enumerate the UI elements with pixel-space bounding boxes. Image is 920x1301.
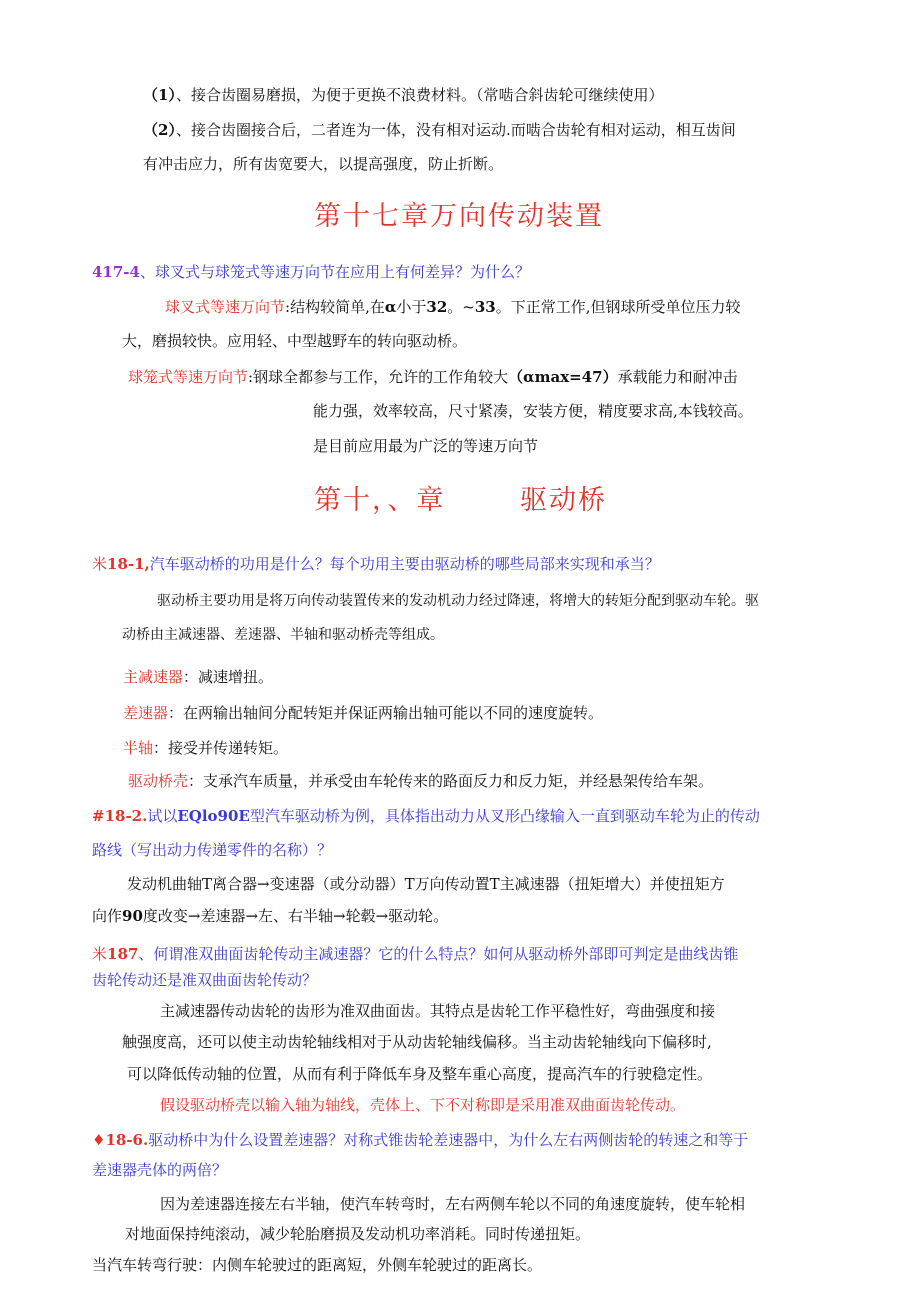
- answer-18-1-line-1: 驱动桥主要功用是将万向传动装置传来的发动机动力经过降速，将增大的转矩分配到驱动车轮。驱: [157, 593, 759, 609]
- part-half-shaft-text: ：接受并传递转矩。: [153, 739, 289, 757]
- question-18-1-mark: 米: [92, 555, 108, 573]
- part-main-reducer-label: 主减速器: [123, 668, 184, 686]
- part-half-shaft-label: 半轴: [123, 739, 154, 757]
- answer-18-2-line-2: [92, 906, 448, 926]
- prev-item-2: [143, 120, 736, 140]
- question-18-1-num: 18-1,: [107, 555, 150, 573]
- answer-18-7-line-4: 假设驱动桥壳以输入轴为轴线，壳体上、下不对称即是采用准双曲面齿轮传动。: [160, 1096, 686, 1114]
- part-axle-housing-text: ：支承汽车质量，并承受由车轮传来的路面反力和反力矩，并经悬架传给车架。: [188, 772, 714, 790]
- prev-item-1-text: 、接合齿圈易磨损，为便于更换不浪费材料。（常啮合斜齿轮可继续使用）: [175, 86, 664, 104]
- question-18-6-text: 驱动桥中为什么设置差速器？对称式锥齿轮差速器中，为什么左右两侧齿轮的转速之和等于: [148, 1131, 749, 1149]
- answer-ball-cage-cont-2: 是目前应用最为广泛的等速万向节: [313, 437, 539, 455]
- part-axle-housing-label: 驱动桥壳: [128, 772, 189, 790]
- question-18-2-num: #18-2.: [92, 807, 148, 825]
- answer-18-6-line-3: 当汽车转弯行驶：内侧车轮驶过的距离短，外侧车轮驶过的距离长。: [92, 1256, 543, 1274]
- angle-value-32: 32: [426, 298, 448, 316]
- question-18-7-text: 、何谓准双曲面齿轮传动主减速器？它的什么特点？如何从驱动桥外部即可判定是曲线齿锥: [138, 945, 739, 963]
- question-17-4: [92, 262, 530, 282]
- answer-18-2-text-a: 向作: [92, 907, 123, 925]
- question-17-4-num: 417-4: [92, 263, 140, 281]
- answer-18-6-line-2: 对地面保持纯滚动，减少轮胎磨损及发动机功率消耗。同时传递扭矩。: [125, 1225, 591, 1243]
- question-18-2-text-b: 型汽车驱动桥为例，具体指出动力从叉形凸缘输入一直到驱动车轮为止的传动: [249, 807, 760, 825]
- prev-item-1: [143, 85, 663, 105]
- question-18-7-num: 187: [107, 945, 139, 963]
- question-18-7: [92, 944, 738, 964]
- answer-18-1-line-2: 动桥由主减速器、差速器、半轴和驱动桥壳等组成。: [122, 627, 444, 643]
- answer-18-2-angle: 90: [122, 907, 143, 925]
- answer-18-6-line-1: 因为差速器连接左右半轴，使汽车转弯时，左右两侧车轮以不同的角速度旋转，使车轮相: [160, 1195, 746, 1213]
- question-18-1: [92, 554, 660, 574]
- part-main-reducer-text: ：减速增扭。: [183, 668, 274, 686]
- alpha-max-value: （αmax=47）: [508, 368, 618, 386]
- question-18-1-text: 汽车驱动桥的功用是什么？每个功用主要由驱动桥的哪些局部来实现和承当？: [149, 555, 660, 573]
- question-18-2-text-a: 试以: [147, 807, 178, 825]
- answer-ball-cage-cont-1: 能力强，效率较高，尺寸紧凑，安装方便，精度要求高,本钱较高。: [313, 402, 753, 420]
- part-axle-housing: [128, 771, 713, 791]
- question-18-6-num: 18-6.: [105, 1131, 149, 1149]
- chapter-18-title-part-b: 驱动桥: [520, 485, 607, 516]
- answer-ball-fork-label: 球叉式等速万向节: [165, 298, 286, 316]
- answer-ball-cage-text-a: :钢球全都参与工作，允许的工作角较大: [248, 368, 509, 386]
- answer-18-7-line-1: 主减速器传动齿轮的齿形为准双曲面齿。其特点是齿轮工作平稳性好，弯曲强度和接: [160, 1002, 716, 1020]
- chapter-18-title-part-a: 第十，、章: [314, 485, 446, 516]
- question-18-2-cont: 路线（写出动力传递零件的名称）？: [92, 841, 333, 859]
- part-differential: [123, 703, 603, 723]
- question-18-2-model: EQlo90E: [177, 807, 250, 825]
- answer-ball-fork-text-c: 。~: [447, 298, 475, 316]
- part-main-reducer: [123, 667, 273, 687]
- answer-ball-fork-cont: 大，磨损较快。应用轻、中型越野车的转向驱动桥。: [122, 332, 468, 350]
- answer-ball-fork-text-d: 。下正常工作,但钢球所受单位压力较: [495, 298, 741, 316]
- prev-item-1-num: （1）: [143, 86, 176, 104]
- chapter-17-title: 第十七章万向传动装置: [314, 201, 604, 232]
- prev-item-2-text: 、接合齿圈接合后，二者连为一体，没有相对运动.而啮合齿轮有相对运动，相互齿间: [175, 121, 736, 139]
- answer-ball-cage: [128, 367, 738, 387]
- answer-18-7-line-3: 可以降低传动轴的位置，从而有利于降低车身及整车重心高度，提高汽车的行驶稳定性。: [127, 1065, 713, 1083]
- answer-18-2-line-1: 发动机曲轴T离合器→变速器（或分动器）T万向传动置T主减速器（扭矩增大）并使扭矩方: [127, 875, 725, 893]
- question-18-7-cont: 齿轮传动还是准双曲面齿轮传动？: [92, 971, 318, 989]
- alpha-symbol: α: [384, 298, 397, 316]
- angle-value-33: 33: [474, 298, 496, 316]
- question-18-6-mark: ♦: [92, 1131, 106, 1149]
- answer-18-7-line-2: 触强度高，还可以使主动齿轮轴线相对于从动齿轮轴线偏移。当主动齿轮轴线向下偏移时,: [122, 1033, 712, 1051]
- answer-ball-fork: [165, 297, 741, 317]
- question-18-6: [92, 1130, 748, 1150]
- part-differential-text: ：在两输出轴间分配转矩并保证两输出轴可能以不同的速度旋转。: [168, 704, 604, 722]
- question-18-2: [92, 806, 760, 826]
- question-17-4-text: 、球叉式与球笼式等速万向节在应用上有何差异？为什么？: [139, 263, 530, 281]
- part-half-shaft: [123, 738, 288, 758]
- answer-ball-cage-label: 球笼式等速万向节: [128, 368, 249, 386]
- answer-ball-cage-text-b: 承载能力和耐冲击: [617, 368, 738, 386]
- answer-18-2-text-b: 度改变→差速器→左、右半轴→轮毂→驱动轮。: [142, 907, 449, 925]
- prev-item-2-cont: 有冲击应力，所有齿宽要大，以提高强度，防止折断。: [143, 155, 504, 173]
- question-18-6-cont: 差速器壳体的两倍？: [92, 1161, 228, 1179]
- prev-item-2-num: （2）: [143, 121, 176, 139]
- question-18-7-mark: 米: [92, 945, 108, 963]
- answer-ball-fork-text-b: 小于: [396, 298, 427, 316]
- answer-ball-fork-text-a: :结构较简单,在: [285, 298, 385, 316]
- part-differential-label: 差速器: [123, 704, 169, 722]
